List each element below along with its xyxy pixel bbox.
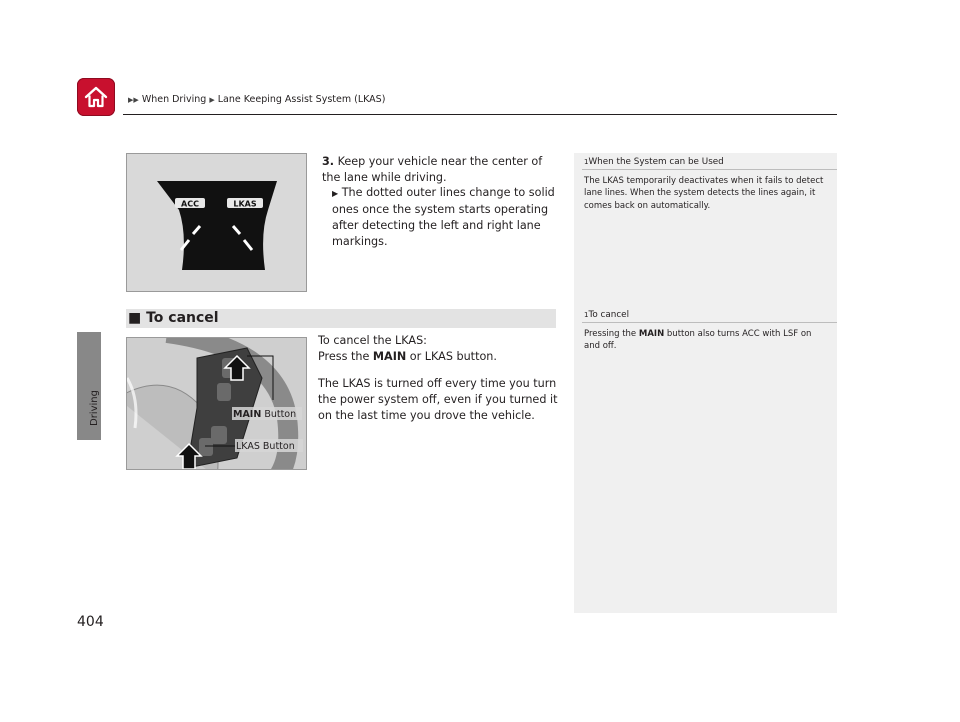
header-divider — [123, 114, 837, 115]
steering-wheel-illustration — [126, 337, 307, 470]
side-chapter-label: Driving — [89, 390, 100, 426]
cancel-paragraph: The LKAS is turned off every time you turn the power system off, even if you turned it on the last time you drove the vehicle. — [318, 377, 558, 422]
breadcrumb-arrow-icon: ▶ — [209, 96, 215, 104]
breadcrumb-arrow-icon: ▶▶ — [128, 96, 139, 104]
cancel-line-2: Press the MAIN or LKAS button. — [318, 350, 497, 363]
step-3-result — [332, 185, 557, 250]
section-title-text: To cancel — [146, 310, 219, 326]
step-number: 3. — [322, 155, 335, 168]
cancel-line-1: To cancel the LKAS: — [318, 334, 427, 347]
result-arrow-icon: ▶ — [332, 189, 339, 198]
lkas-button-label: LKAS Button — [236, 441, 295, 452]
note-2-body: Pressing the MAIN button also turns ACC with LSF on and off. — [584, 329, 812, 352]
acc-indicator-label: ACC — [181, 199, 199, 209]
main-button-label: MAIN Button — [233, 409, 297, 420]
note-1-divider — [582, 169, 837, 170]
cancel-instructions — [318, 333, 558, 424]
side-chapter-label-container — [77, 332, 101, 440]
section-marker-icon: ■ — [128, 310, 142, 326]
step-result-text: The dotted outer lines change to solid ones once the system starts operating after detecting the left and right lane markings. — [332, 186, 555, 248]
note-1-title: 1When the System can be Used — [584, 157, 724, 167]
step-text: Keep your vehicle near the center of the lane while driving. — [322, 155, 543, 184]
breadcrumb-item-lkas[interactable]: Lane Keeping Assist System (LKAS) — [217, 94, 386, 105]
breadcrumb — [128, 94, 385, 105]
lkas-display-illustration — [126, 153, 307, 292]
breadcrumb-item-when-driving[interactable]: When Driving — [141, 94, 207, 105]
note-1-body: The LKAS temporarily deactivates when it fails to detect lane lines. When the system detects the lines again, it comes back on automatically. — [584, 176, 824, 211]
step-3 — [322, 154, 557, 186]
note-2-divider — [582, 322, 837, 323]
lkas-indicator-label: LKAS — [233, 199, 257, 209]
notes-sidebar — [574, 153, 837, 613]
section-title — [128, 309, 219, 328]
page-number: 404 — [77, 614, 104, 630]
home-icon[interactable] — [77, 78, 115, 116]
note-2-title: 1To cancel — [584, 310, 630, 320]
